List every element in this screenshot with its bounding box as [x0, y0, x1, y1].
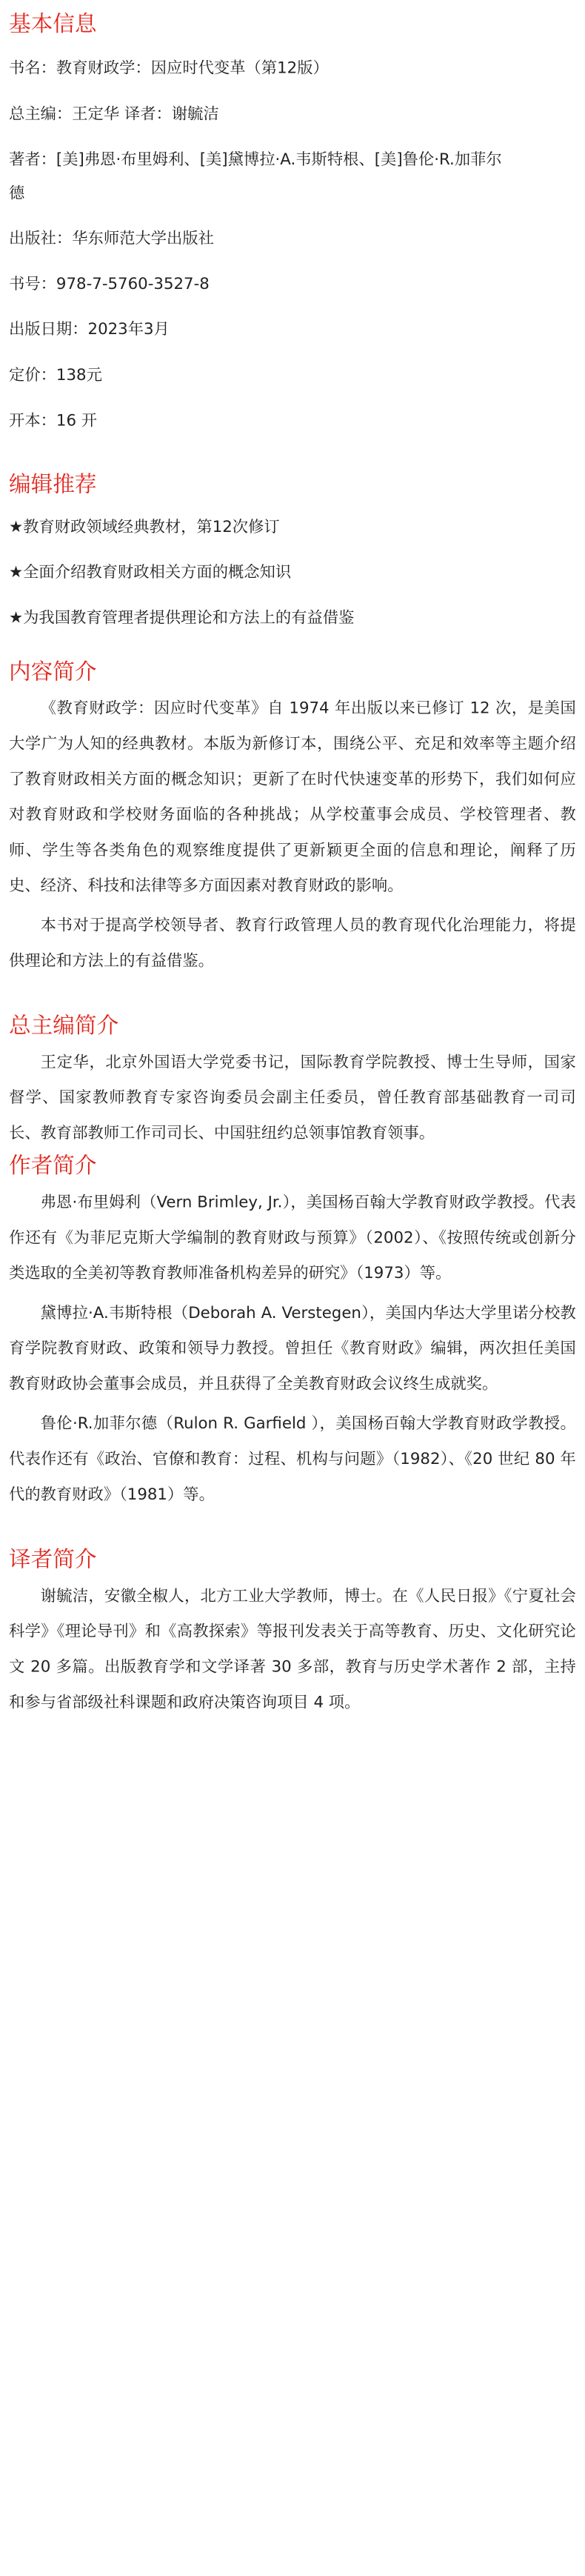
author-paragraph: 鲁伦·R.加菲尔德（Rulon R. Garfield ），美国杨百翰大学教育财政学教授。代表作还有《政治、官僚和教育：过程、机构与问题》（1982）、《20 世纪 80 年代的教育财政》（1981）等。	[9, 1414, 576, 1503]
recommend-item: ★全面介绍教育财政相关方面的概念知识	[9, 562, 292, 582]
recommend-item: ★教育财政领域经典教材，第12次修订	[9, 517, 280, 536]
authors-line-1: 著者：[美]弗恩·布里姆利、[美]黛博拉·A.韦斯特根、[美]鲁伦·R.加菲尔	[9, 149, 502, 168]
chief-editor-section	[9, 1014, 576, 1151]
authors-line-2: 德	[9, 183, 25, 202]
chief-editor-paragraph: 王定华，北京外国语大学党委书记，国际教育学院教授、博士生导师，国家督学、国家教师教育专家咨询委员会副主任委员，曾任教育部基础教育一司司长、教育部教师工作司司长、中国驻纽约总领事馆教育领事。	[9, 1052, 576, 1142]
isbn: 书号：978-7-5760-3527-8	[9, 273, 210, 293]
format: 开本：16 开	[9, 410, 98, 430]
author-paragraph: 黛博拉·A.韦斯特根（Deborah A. Verstegen），美国内华达大学里诺分校教育学院教育财政、政策和领导力教授。曾担任《教育财政》编辑，两次担任美国教育财政协会董事会成员，并且获得了全美教育财政会议终生成就奖。	[9, 1302, 576, 1393]
chief-editor-heading: 总主编简介	[9, 1013, 119, 1039]
editors: 总主编：王定华 译者：谢毓洁	[9, 104, 219, 123]
translator-paragraph: 谢毓洁，安徽全椒人，北方工业大学教师，博士。在《人民日报》《宁夏社会科学》《理论导刊》和《高教探索》等报刊发表关于高等教育、历史、文化研究论文 20 多篇。出版教育学和文学译著 30 多部，教育与历史学术著作 2 部，主持和参与省部级社科课题和政府决策咨询项目 4 项。	[9, 1585, 576, 1711]
book-title: 书名：教育财政学：因应时代变革（第12版）	[9, 58, 329, 77]
publisher: 出版社：华东师范大学出版社	[9, 228, 214, 247]
price: 定价：138元	[9, 365, 102, 384]
recommend-heading: 编辑推荐	[9, 471, 97, 497]
summary-section	[9, 661, 576, 979]
translator-section	[9, 1548, 576, 1720]
recommend-section	[9, 473, 576, 628]
basic-info-heading: 基本信息	[9, 11, 97, 37]
summary-paragraph: 《教育财政学：因应时代变革》自 1974 年出版以来已修订 12 次，是美国大学广为人知的经典教材。本版为新修订本，围绕公平、充足和效率等主题介绍了教育财政相关方面的概念知识；更新了在时代快速变革的形势下，我们如何应对教育财政和学校财务面临的各种挑战；从学校董事会成员、学校管理者、教师、学生等各类角色的观察维度提供了更新颖更全面的信息和理论，阐释了历史、经济、科技和法律等多方面因素对教育财政的影响。	[9, 698, 576, 895]
summary-paragraph: 本书对于提高学校领导者、教育行政管理人员的教育现代化治理能力，将提供理论和方法上的有益借鉴。	[9, 915, 576, 970]
authors-section	[9, 1154, 576, 1511]
translator-heading: 译者简介	[9, 1546, 97, 1572]
authors-heading: 作者简介	[9, 1153, 97, 1179]
basic-info-section	[9, 13, 576, 431]
content	[0, 13, 585, 1720]
summary-heading: 内容简介	[9, 659, 97, 685]
recommend-item: ★为我国教育管理者提供理论和方法上的有益借鉴	[9, 608, 355, 627]
pub-date: 出版日期：2023年3月	[9, 319, 170, 338]
author-paragraph: 弗恩·布里姆利（Vern Brimley, Jr.），美国杨百翰大学教育财政学教授。代表作还有《为菲尼克斯大学编制的教育财政与预算》（2002）、《按照传统或创新分类选取的全美初等教育教师准备机构差异的研究》（1973）等。	[9, 1192, 576, 1282]
